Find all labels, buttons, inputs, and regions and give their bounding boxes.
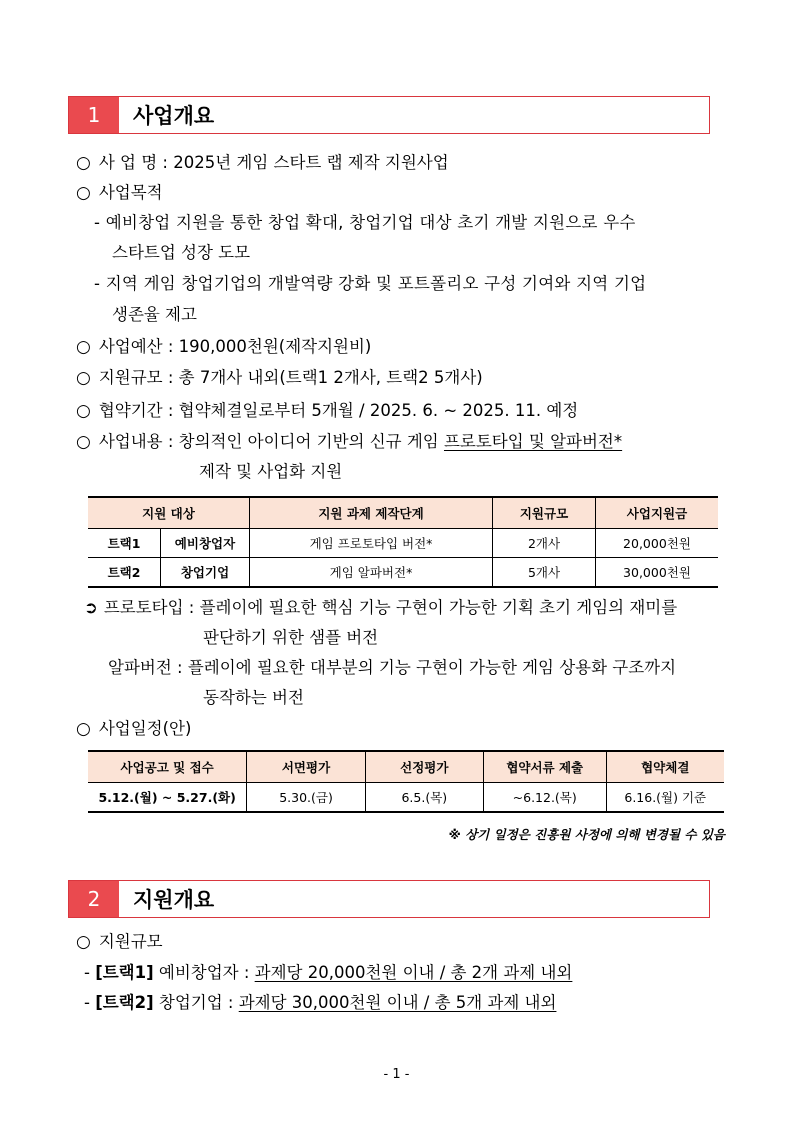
purpose-item-2: - 지역 게임 창업기업의 개발역량 강화 및 포트폴리오 구성 기여와 지역 기업 bbox=[94, 274, 647, 293]
table-header: 지원규모 bbox=[493, 497, 596, 529]
section-2-header bbox=[68, 880, 710, 918]
purpose-label-line: ○ 사업목적 bbox=[76, 183, 163, 203]
arrow-icon: ➲ bbox=[84, 598, 98, 617]
table-header: 지원 과제 제작단계 bbox=[250, 497, 493, 529]
table-cell: 2개사 bbox=[493, 529, 596, 558]
table-cell: 게임 프로토타입 버전* bbox=[250, 529, 493, 558]
schedule-table bbox=[88, 750, 724, 813]
prototype-note-cont: 판단하기 위한 샘플 버전 bbox=[203, 628, 379, 647]
support-table bbox=[88, 496, 718, 588]
table-row bbox=[88, 558, 718, 588]
table-cell: ~6.12.(목) bbox=[483, 783, 606, 813]
project-name-line: ○ 사 업 명 : 2025년 게임 스타트 랩 제작 지원사업 bbox=[76, 153, 449, 173]
table-cell: 6.5.(목) bbox=[365, 783, 483, 813]
table-cell: 예비창업자 bbox=[161, 529, 250, 558]
table-header-row bbox=[88, 751, 724, 783]
table-cell: 트랙2 bbox=[88, 558, 161, 588]
table-header: 협약서류 제출 bbox=[483, 751, 606, 783]
content-line-cont: 제작 및 사업화 지원 bbox=[199, 462, 343, 481]
prototype-note: ➲ 프로토타입 : 플레이에 필요한 핵심 기능 구현이 가능한 기획 초기 게임의 재미를 bbox=[84, 598, 678, 617]
track1-line: - [트랙1] 예비창업자 : 과제당 20,000천원 이내 / 총 2개 과제 내외 bbox=[84, 963, 573, 982]
alpha-note-cont: 동작하는 버전 bbox=[203, 688, 304, 707]
table-header-row bbox=[88, 497, 718, 529]
table-row bbox=[88, 783, 724, 813]
section-1-header bbox=[68, 96, 710, 134]
table-cell: 5개사 bbox=[493, 558, 596, 588]
table-cell: 20,000천원 bbox=[623, 536, 691, 551]
table-header: 서면평가 bbox=[247, 751, 365, 783]
table-cell: 6.16.(월) 기준 bbox=[624, 790, 707, 805]
section-1-number: 1 bbox=[69, 97, 119, 133]
table-header: 지원 대상 bbox=[88, 497, 250, 529]
table-cell: 30,000천원 bbox=[623, 565, 691, 580]
table-cell: 5.30.(금) bbox=[247, 783, 365, 813]
table-cell: 창업기업 bbox=[161, 558, 250, 588]
table-cell: 트랙1 bbox=[88, 529, 161, 558]
page-number: - 1 - bbox=[383, 1067, 410, 1082]
table-header: 협약체결 bbox=[606, 751, 724, 783]
purpose-item-1-cont: 스타트업 성장 도모 bbox=[112, 243, 251, 262]
purpose-item-1: - 예비창업 지원을 통한 창업 확대, 창업기업 대상 초기 개발 지원으로 우수 bbox=[94, 213, 636, 232]
scale-line: ○ 지원규모 : 총 7개사 내외(트랙1 2개사, 트랙2 5개사) bbox=[76, 368, 483, 388]
table-header: 선정평가 bbox=[365, 751, 483, 783]
purpose-item-2-cont: 생존율 제고 bbox=[112, 305, 197, 324]
alpha-note: 알파버전 : 플레이에 필요한 대부분의 기능 구현이 가능한 게임 상용화 구조까지 bbox=[108, 658, 677, 677]
table-header: 사업공고 및 접수 bbox=[88, 751, 247, 783]
table-row bbox=[88, 529, 718, 558]
period-line: ○ 협약기간 : 협약체결일로부터 5개월 / 2025. 6. ~ 2025. 11. 예정 bbox=[76, 401, 579, 421]
schedule-label-line: ○ 사업일정(안) bbox=[76, 719, 192, 739]
table-cell: 5.12.(월) ~ 5.27.(화) bbox=[88, 783, 247, 813]
table-header: 사업지원금 bbox=[596, 497, 719, 529]
support-scale-line: ○ 지원규모 bbox=[76, 932, 163, 952]
table-cell: 게임 알파버전* bbox=[250, 558, 493, 588]
section-1-title: 사업개요 bbox=[133, 104, 215, 128]
section-2-title: 지원개요 bbox=[133, 888, 215, 912]
schedule-note: ※ 상기 일정은 진흥원 사정에 의해 변경될 수 있음 bbox=[448, 827, 725, 842]
budget-line: ○ 사업예산 : 190,000천원(제작지원비) bbox=[76, 337, 372, 357]
track2-line: - [트랙2] 창업기업 : 과제당 30,000천원 이내 / 총 5개 과제 내외 bbox=[84, 993, 557, 1012]
section-2-number: 2 bbox=[69, 881, 119, 917]
content-line: ○ 사업내용 : 창의적인 아이디어 기반의 신규 게임 프로토타입 및 알파버전* bbox=[76, 432, 623, 452]
